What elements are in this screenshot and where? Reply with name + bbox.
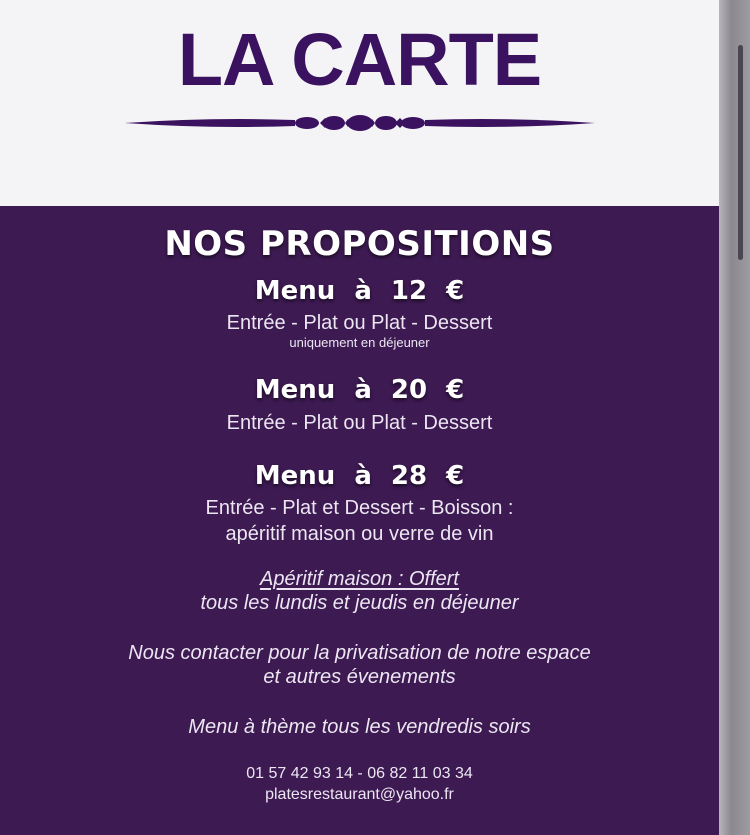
- page-title: LA CARTE: [177, 18, 542, 101]
- scrollbar-thumb[interactable]: [738, 45, 743, 260]
- menu-12-price: Menu à 12 €: [254, 276, 465, 306]
- email-link[interactable]: platesrestaurant@yahoo.fr: [265, 786, 454, 803]
- menu-28-description-line2: apéritif maison ou verre de vin: [225, 523, 494, 545]
- menu-20-price: Menu à 20 €: [254, 375, 465, 405]
- menu-12-description: Entrée - Plat ou Plat - Dessert: [226, 312, 493, 334]
- section-title: NOS PROPOSITIONS: [164, 224, 555, 264]
- menu-20-description: Entrée - Plat ou Plat - Dessert: [226, 412, 493, 434]
- phone-numbers[interactable]: 01 57 42 93 14 - 06 82 11 03 34: [246, 765, 473, 782]
- theme-menu-text: Menu à thème tous les vendredis soirs: [188, 716, 531, 738]
- menu-28-price: Menu à 28 €: [254, 461, 465, 491]
- private-event-line2: et autres évenements: [263, 666, 456, 688]
- offer-detail: tous les lundis et jeudis en déjeuner: [200, 592, 519, 614]
- ornamental-divider-icon: [125, 110, 595, 136]
- menu-28-description-line1: Entrée - Plat et Dessert - Boisson :: [205, 497, 514, 519]
- scrollbar-track[interactable]: [719, 0, 750, 835]
- offer-title: Apéritif maison : Offert: [260, 568, 459, 590]
- menu-12-note: uniquement en déjeuner: [289, 335, 430, 350]
- menu-panel: [0, 206, 719, 835]
- private-event-line1: Nous contacter pour la privatisation de notre espace: [128, 642, 591, 664]
- header: [0, 0, 719, 206]
